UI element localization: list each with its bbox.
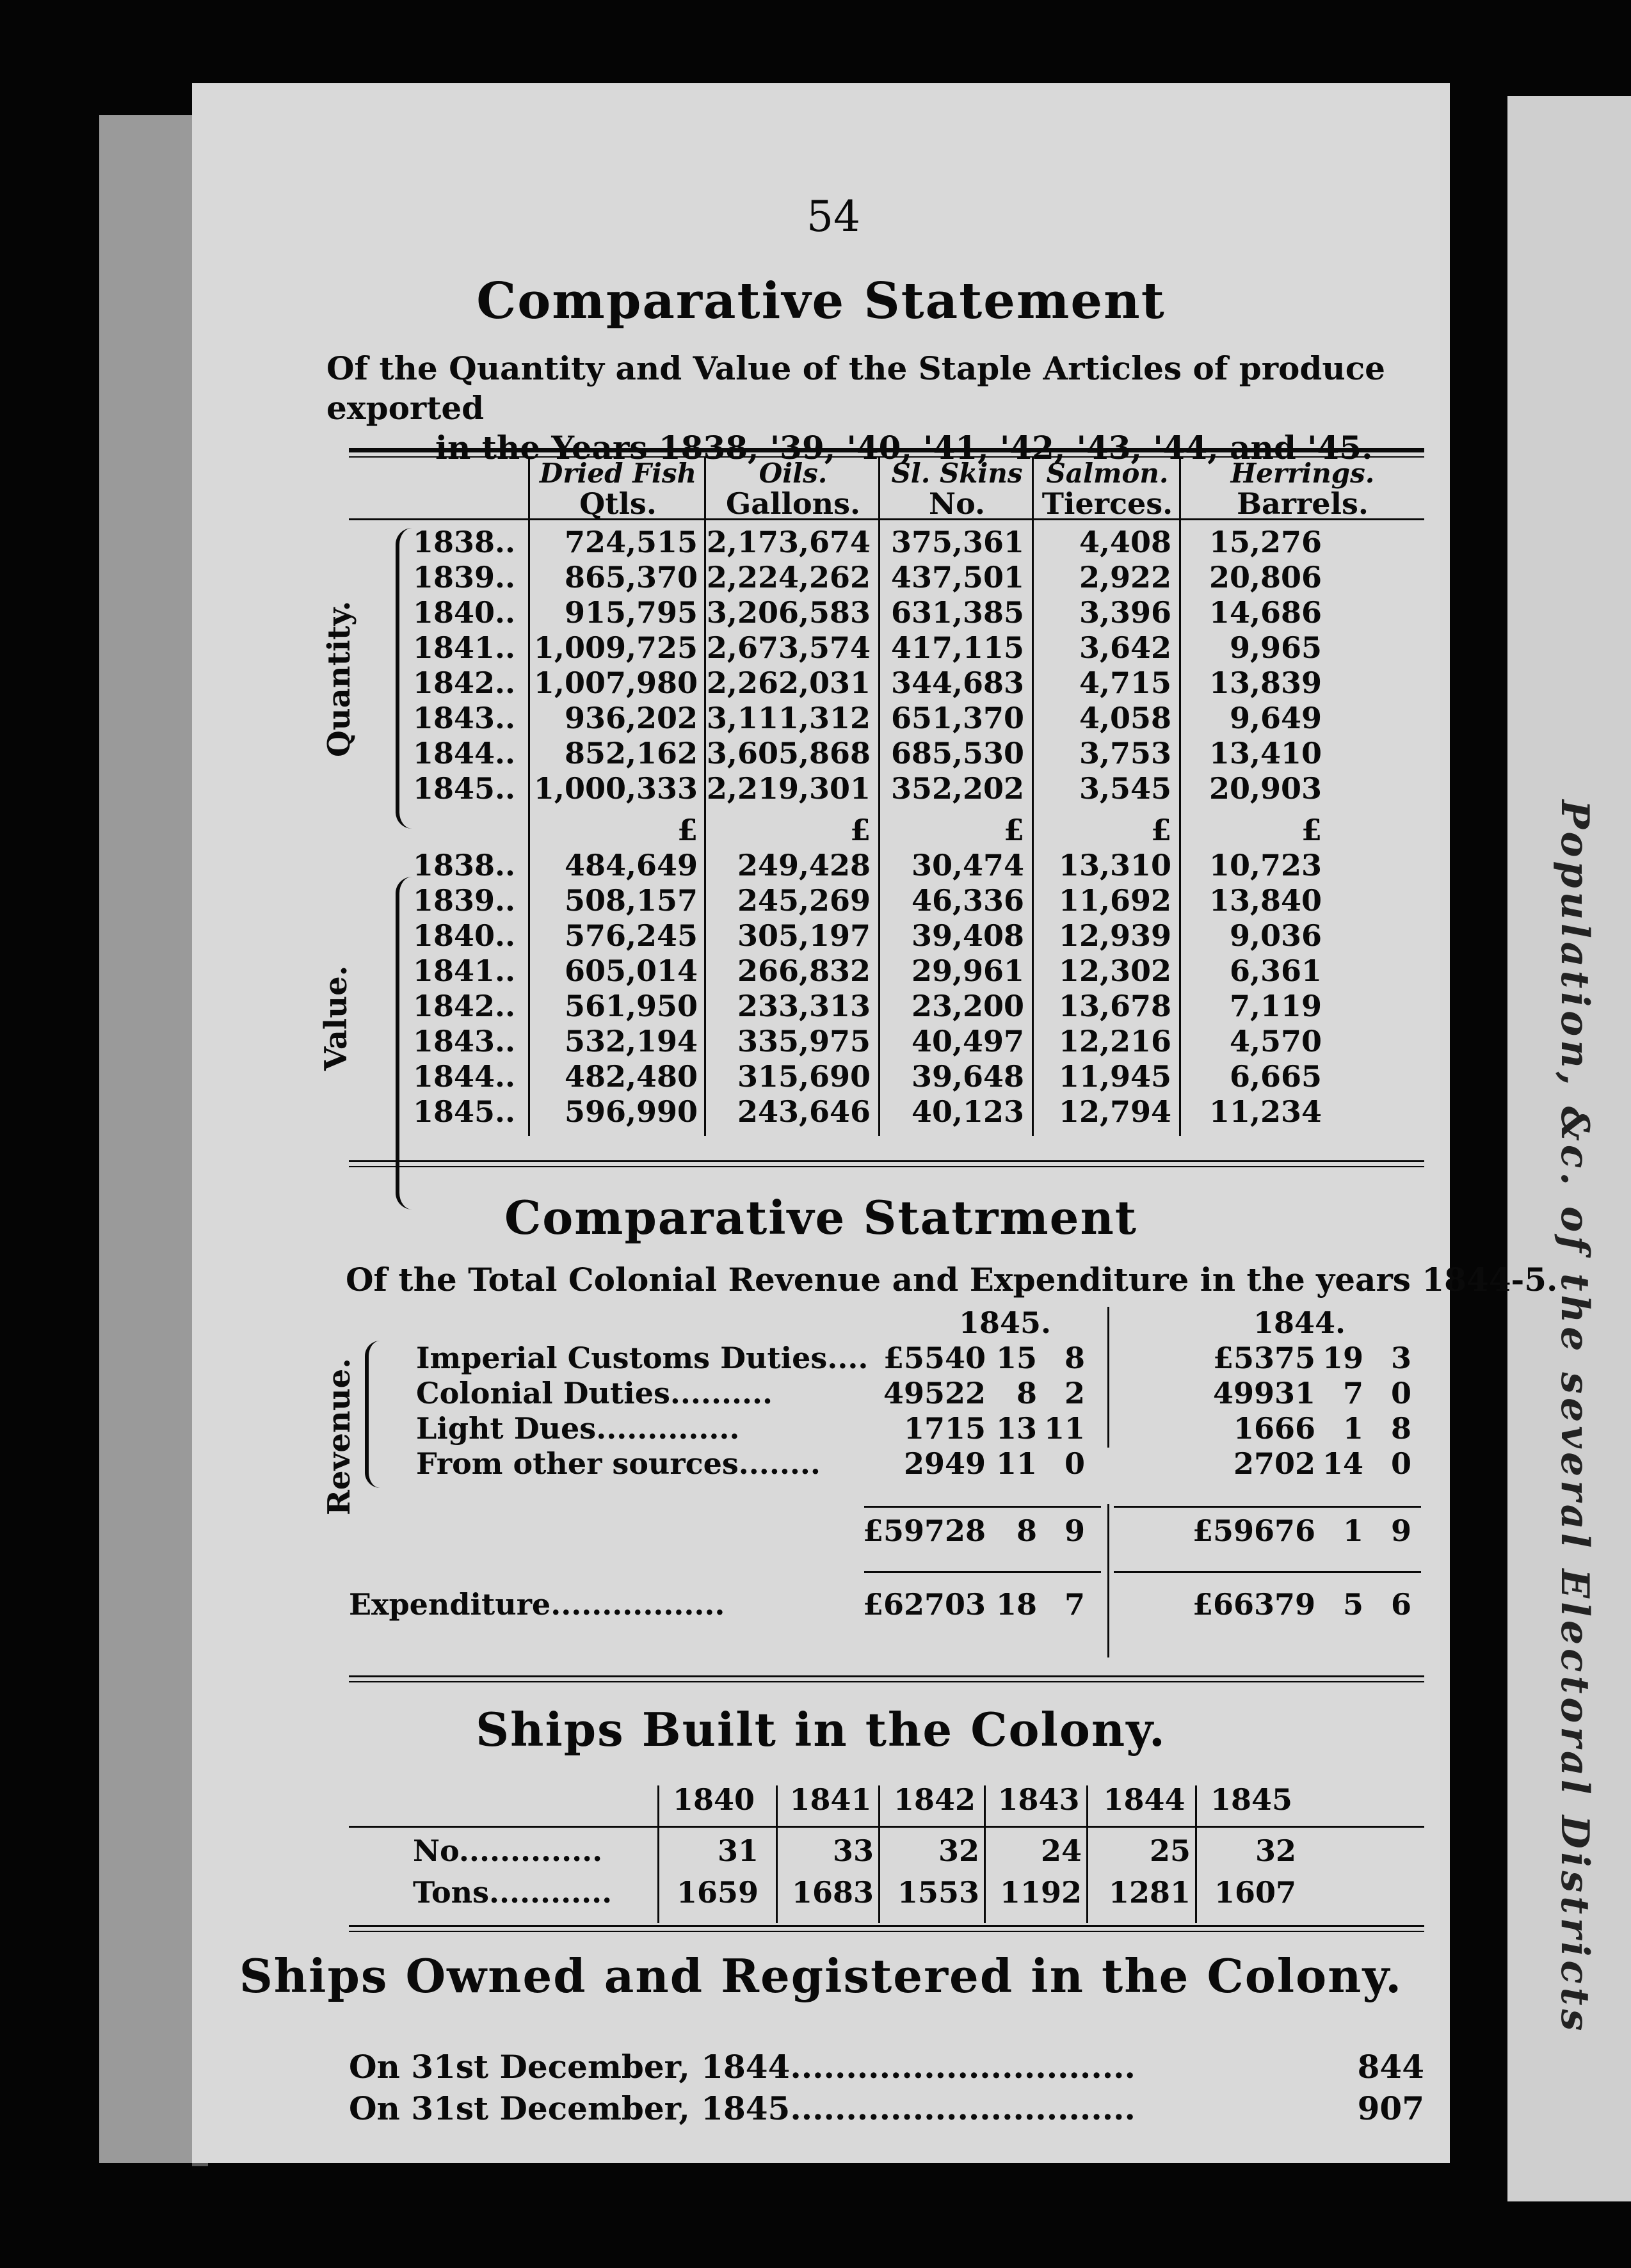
quantity-cell: 14,686: [1209, 595, 1322, 630]
quantity-cell: 4,408: [1079, 525, 1171, 559]
revenue-1844-amount: £5375: [1212, 1341, 1315, 1375]
quantity-cell: 3,206,583: [706, 595, 871, 630]
column-name: Oils.: [759, 458, 828, 489]
column-name: Sl. Skins: [891, 458, 1023, 489]
expenditure-1845: £62703: [862, 1587, 986, 1622]
ships-built-year: 1842: [893, 1782, 976, 1817]
value-cell: 335,975: [737, 1024, 871, 1058]
year-label: 1842..: [413, 666, 516, 700]
document-page: [192, 83, 1558, 2163]
ships-built-cell: 1281: [1108, 1875, 1191, 1910]
revenue-1844-amount: 7: [1342, 1376, 1363, 1410]
value-cell: 6,665: [1229, 1059, 1322, 1094]
quantity-cell: 915,795: [564, 595, 698, 630]
year-label: 1841..: [413, 954, 516, 988]
ships-owned-label: On 31st December, 1845...............................: [349, 2089, 1136, 2127]
year-label: 1843..: [413, 701, 516, 735]
value-cell: 508,157: [564, 883, 698, 918]
quantity-cell: 2,219,301: [706, 771, 871, 806]
revenue-year-1845: 1845.: [958, 1306, 1052, 1340]
currency-symbol: £: [677, 813, 698, 847]
ships-built-row-label: Tons............: [413, 1875, 613, 1910]
revenue-sum-rule-b: [1114, 1506, 1421, 1508]
year-label: 1845..: [413, 771, 516, 806]
expenditure-1844: 5: [1342, 1587, 1363, 1622]
value-cell: 23,200: [911, 989, 1024, 1023]
year-label: 1838..: [413, 848, 516, 882]
column-name: Dried Fish: [539, 458, 697, 489]
column-name: Salmon.: [1046, 458, 1169, 489]
quantity-cell: 1,000,333: [533, 771, 698, 806]
quantity-cell: 20,806: [1209, 560, 1322, 595]
expenditure-1844: 6: [1390, 1587, 1411, 1622]
year-label: 1839..: [413, 560, 516, 595]
revenue-subtitle: Of the Total Colonial Revenue and Expenditure in the years 1844-5.: [346, 1261, 1558, 1298]
quantity-cell: 9,649: [1229, 701, 1322, 735]
revenue-1844-amount: 14: [1322, 1446, 1363, 1481]
value-cell: 484,649: [564, 848, 698, 882]
revenue-1845-amount: 0: [1064, 1446, 1085, 1481]
value-cell: 4,570: [1229, 1024, 1322, 1058]
revenue-1844-amount: 1: [1342, 1411, 1363, 1446]
book-page-edges: [99, 115, 202, 2163]
quantity-cell: 685,530: [890, 736, 1024, 771]
ships-built-bottom-rule-thin: [349, 1931, 1424, 1932]
page-number: 54: [807, 192, 860, 241]
revenue-year-1844: 1844.: [1253, 1306, 1346, 1340]
revenue-total-1845: 9: [1064, 1513, 1085, 1548]
ships-built-cell: 1683: [791, 1875, 874, 1910]
value-cell: 29,961: [911, 954, 1024, 988]
currency-symbol: £: [1301, 813, 1322, 847]
revenue-brace: [365, 1341, 380, 1488]
revenue-sum-rule-a: [864, 1506, 1101, 1508]
ships-owned-value: 907: [1357, 2089, 1424, 2127]
value-cell: 10,723: [1209, 848, 1322, 882]
quantity-cell: 1,007,980: [533, 666, 698, 700]
ships-built-col-sep: [657, 1785, 659, 1923]
ships-built-year: 1841: [789, 1782, 872, 1817]
exports-bottom-rule-thin: [349, 1166, 1424, 1167]
ships-built-year: 1845: [1210, 1782, 1293, 1817]
value-cell: 13,840: [1209, 883, 1322, 918]
ships-built-cell: 31: [717, 1833, 759, 1868]
quantity-cell: 936,202: [564, 701, 698, 735]
ships-built-year: 1844: [1103, 1782, 1185, 1817]
ships-built-year: 1843: [997, 1782, 1080, 1817]
value-cell: 40,123: [911, 1094, 1024, 1129]
year-label: 1843..: [413, 1024, 516, 1058]
revenue-total-1844: 1: [1342, 1513, 1363, 1548]
value-cell: 39,648: [911, 1059, 1024, 1094]
ships-built-year: 1840: [672, 1782, 755, 1817]
value-cell: 245,269: [737, 883, 871, 918]
ships-built-cell: 1192: [999, 1875, 1082, 1910]
quantity-cell: 2,224,262: [706, 560, 871, 595]
value-cell: 13,310: [1058, 848, 1171, 882]
quantity-cell: 4,058: [1079, 701, 1171, 735]
revenue-bottom-rule-thin: [349, 1681, 1424, 1682]
value-label: Value.: [318, 965, 354, 1071]
revenue-1844-amount: 2702: [1233, 1446, 1315, 1481]
quantity-cell: 3,605,868: [706, 736, 871, 771]
value-cell: 605,014: [564, 954, 698, 988]
value-cell: 266,832: [737, 954, 871, 988]
ships-owned-title: Ships Owned and Registered in the Colony.: [239, 1949, 1403, 2003]
year-label: 1845..: [413, 1094, 516, 1129]
ships-built-col-sep: [1086, 1785, 1088, 1923]
revenue-1845-amount: £5540: [883, 1341, 986, 1375]
year-label: 1842..: [413, 989, 516, 1023]
exports-title: Comparative Statement: [476, 272, 1166, 330]
expenditure-rule-a: [864, 1571, 1101, 1573]
revenue-1844-amount: 3: [1390, 1341, 1411, 1375]
revenue-total-1845: 8: [1016, 1513, 1037, 1548]
revenue-total-1845: £59728: [862, 1513, 986, 1548]
revenue-1844-amount: 8: [1390, 1411, 1411, 1446]
revenue-total-1844: £59676: [1192, 1513, 1315, 1548]
quantity-cell: 3,111,312: [706, 701, 871, 735]
quantity-cell: 1,009,725: [533, 630, 698, 665]
value-cell: 243,646: [737, 1094, 871, 1129]
year-label: 1844..: [413, 1059, 516, 1094]
revenue-item-label: Colonial Duties..........: [416, 1376, 773, 1410]
quantity-cell: 865,370: [564, 560, 698, 595]
value-cell: 12,794: [1058, 1094, 1171, 1129]
revenue-1845-amount: 13: [995, 1411, 1037, 1446]
expenditure-rule-b: [1114, 1571, 1421, 1573]
ships-built-col-sep: [878, 1785, 880, 1923]
value-cell: 532,194: [564, 1024, 698, 1058]
quantity-cell: 344,683: [890, 666, 1024, 700]
value-cell: 6,361: [1229, 954, 1322, 988]
column-unit: Qtls.: [579, 486, 657, 521]
value-cell: 11,945: [1058, 1059, 1171, 1094]
value-brace: [396, 877, 412, 1210]
quantity-cell: 15,276: [1209, 525, 1322, 559]
revenue-item-label: Imperial Customs Duties....: [416, 1341, 869, 1375]
column-unit: Tierces.: [1041, 486, 1173, 521]
ships-built-cell: 25: [1149, 1833, 1191, 1868]
facing-page-text: Population, &c. of the several Electoral Districts: [1552, 800, 1597, 2035]
ships-built-cell: 33: [832, 1833, 874, 1868]
value-cell: 305,197: [737, 918, 871, 953]
quantity-cell: 3,545: [1079, 771, 1171, 806]
revenue-1845-amount: 1715: [903, 1411, 986, 1446]
value-cell: 561,950: [564, 989, 698, 1023]
ships-owned-value: 844: [1357, 2048, 1424, 2086]
ships-built-cell: 1553: [897, 1875, 979, 1910]
quantity-cell: 2,922: [1079, 560, 1171, 595]
quantity-cell: 2,673,574: [706, 630, 871, 665]
ships-built-row-label: No..............: [413, 1833, 603, 1868]
column-unit: Gallons.: [725, 486, 861, 521]
value-cell: 9,036: [1229, 918, 1322, 953]
revenue-col-sep: [1107, 1307, 1109, 1448]
revenue-1845-amount: 2949: [903, 1446, 986, 1481]
value-cell: 11,692: [1058, 883, 1171, 918]
ships-built-header-rule: [349, 1826, 1424, 1828]
expenditure-1845: 7: [1064, 1587, 1085, 1622]
quantity-cell: 375,361: [890, 525, 1024, 559]
revenue-item-label: From other sources........: [416, 1446, 821, 1481]
revenue-1845-amount: 2: [1064, 1376, 1085, 1410]
currency-symbol: £: [849, 813, 871, 847]
quantity-cell: 852,162: [564, 736, 698, 771]
ships-owned-label: On 31st December, 1844...............................: [349, 2048, 1136, 2086]
value-cell: 12,939: [1058, 918, 1171, 953]
revenue-1844-amount: 19: [1322, 1341, 1363, 1375]
ships-built-bottom-rule: [349, 1925, 1424, 1927]
revenue-title: Comparative Statrment: [504, 1190, 1138, 1245]
quantity-cell: 20,903: [1209, 771, 1322, 806]
currency-symbol: £: [1150, 813, 1171, 847]
facing-page: [1507, 96, 1631, 2201]
ships-built-title: Ships Built in the Colony.: [476, 1702, 1166, 1757]
value-cell: 12,302: [1058, 954, 1171, 988]
revenue-1844-amount: 0: [1390, 1446, 1411, 1481]
quantity-cell: 13,839: [1209, 666, 1322, 700]
ships-built-cell: 1607: [1214, 1875, 1296, 1910]
value-cell: 11,234: [1209, 1094, 1322, 1129]
column-name: Herrings.: [1230, 458, 1375, 489]
quantity-brace: [396, 528, 412, 829]
year-label: 1840..: [413, 595, 516, 630]
exports-subtitle-line1: Of the Quantity and Value of the Staple Articles of produce exported: [326, 349, 1385, 427]
ships-built-cell: 1659: [676, 1875, 759, 1910]
quantity-cell: 2,262,031: [706, 666, 871, 700]
quantity-cell: 3,753: [1079, 736, 1171, 771]
revenue-item-label: Light Dues..............: [416, 1411, 740, 1446]
year-label: 1839..: [413, 883, 516, 918]
year-label: 1841..: [413, 630, 516, 665]
revenue-1844-amount: 1666: [1233, 1411, 1315, 1446]
value-cell: 30,474: [911, 848, 1024, 882]
table-top-rule: [349, 448, 1424, 452]
value-cell: 315,690: [737, 1059, 871, 1094]
currency-symbol: £: [1003, 813, 1024, 847]
quantity-cell: 4,715: [1079, 666, 1171, 700]
ships-built-cell: 32: [1255, 1833, 1296, 1868]
expenditure-1844: £66379: [1192, 1587, 1315, 1622]
value-cell: 13,678: [1058, 989, 1171, 1023]
column-unit: No.: [929, 486, 985, 521]
quantity-cell: 352,202: [890, 771, 1024, 806]
value-cell: 576,245: [564, 918, 698, 953]
revenue-label: Revenue.: [321, 1358, 357, 1515]
revenue-bottom-rule: [349, 1675, 1424, 1677]
revenue-1845-amount: 8: [1016, 1376, 1037, 1410]
expenditure-label: Expenditure.................: [349, 1587, 725, 1622]
value-cell: 596,990: [564, 1094, 698, 1129]
quantity-cell: 2,173,674: [706, 525, 871, 559]
value-cell: 39,408: [911, 918, 1024, 953]
value-cell: 233,313: [737, 989, 871, 1023]
revenue-col-sep-2: [1107, 1504, 1109, 1657]
revenue-1845-amount: 11: [1043, 1411, 1085, 1446]
revenue-1845-amount: 11: [995, 1446, 1037, 1481]
column-unit: Barrels.: [1237, 486, 1369, 521]
quantity-label: Quantity.: [321, 600, 357, 757]
revenue-1845-amount: 15: [995, 1341, 1037, 1375]
year-label: 1840..: [413, 918, 516, 953]
value-cell: 12,216: [1058, 1024, 1171, 1058]
year-label: 1844..: [413, 736, 516, 771]
value-cell: 482,480: [564, 1059, 698, 1094]
quantity-cell: 3,396: [1079, 595, 1171, 630]
quantity-cell: 9,965: [1229, 630, 1322, 665]
value-cell: 7,119: [1229, 989, 1322, 1023]
exports-bottom-rule: [349, 1160, 1424, 1162]
value-cell: 40,497: [911, 1024, 1024, 1058]
revenue-total-1844: 9: [1390, 1513, 1411, 1548]
year-label: 1838..: [413, 525, 516, 559]
ships-built-col-sep: [1195, 1785, 1197, 1923]
ships-built-cell: 24: [1040, 1833, 1082, 1868]
quantity-cell: 651,370: [890, 701, 1024, 735]
ships-built-col-sep: [984, 1785, 986, 1923]
revenue-1844-amount: 0: [1390, 1376, 1411, 1410]
revenue-1844-amount: 49931: [1212, 1376, 1315, 1410]
revenue-1845-amount: 49522: [883, 1376, 986, 1410]
quantity-cell: 417,115: [890, 630, 1024, 665]
quantity-cell: 437,501: [890, 560, 1024, 595]
ships-built-cell: 32: [938, 1833, 979, 1868]
revenue-1845-amount: 8: [1064, 1341, 1085, 1375]
quantity-cell: 724,515: [564, 525, 698, 559]
quantity-cell: 3,642: [1079, 630, 1171, 665]
quantity-cell: 631,385: [890, 595, 1024, 630]
value-cell: 46,336: [911, 883, 1024, 918]
quantity-cell: 13,410: [1209, 736, 1322, 771]
expenditure-1845: 18: [995, 1587, 1037, 1622]
value-cell: 249,428: [737, 848, 871, 882]
ships-built-col-sep: [776, 1785, 778, 1923]
